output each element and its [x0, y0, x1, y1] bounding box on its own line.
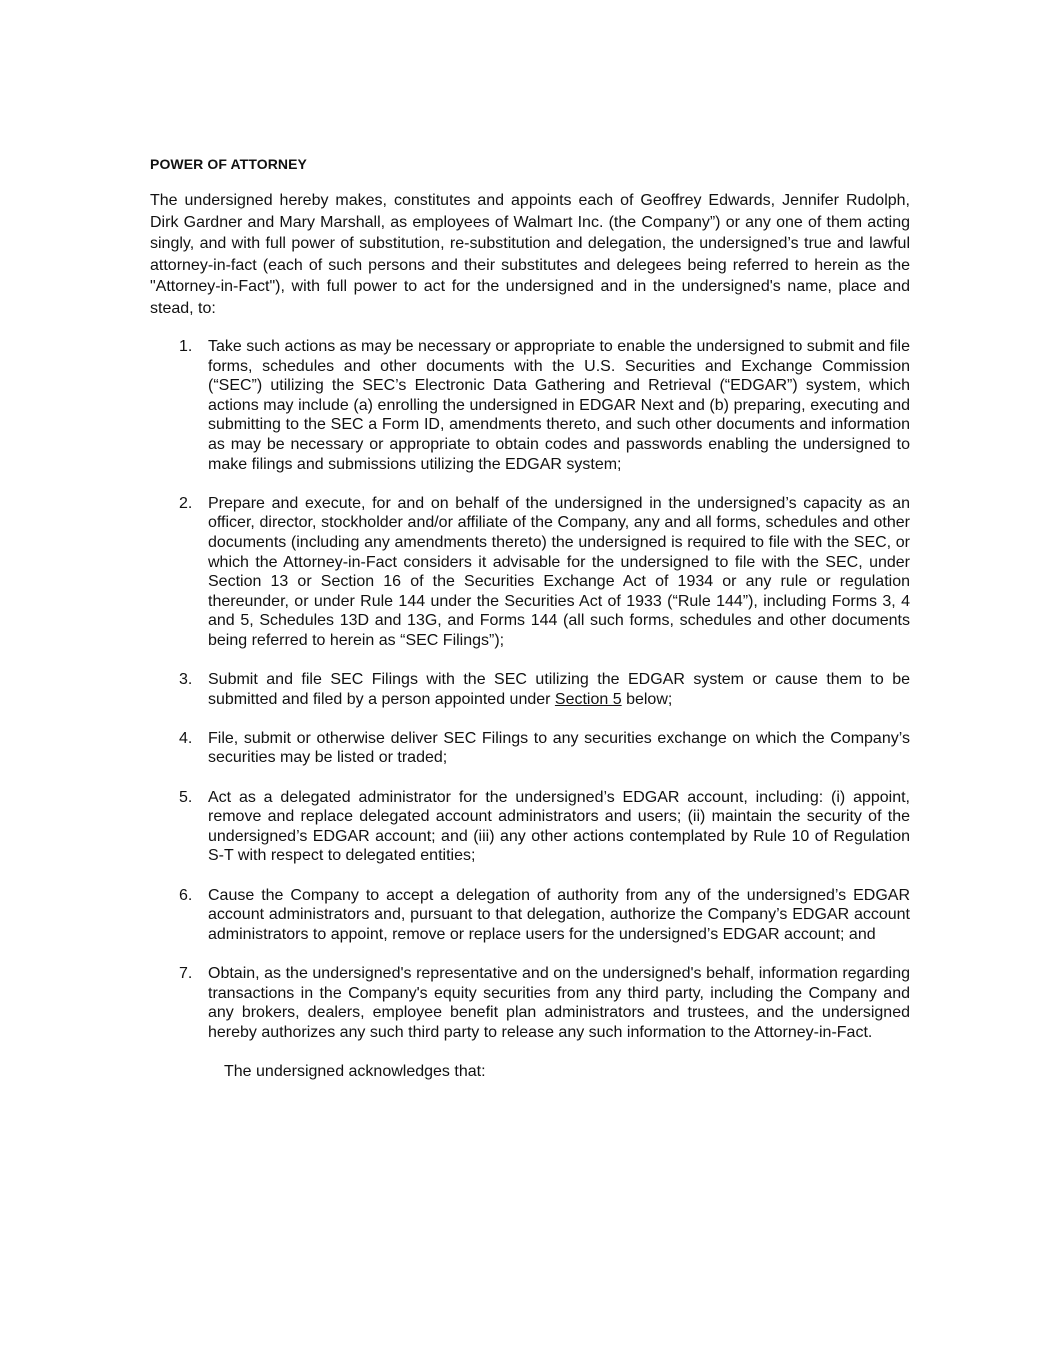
- list-item-number: 1.: [179, 338, 193, 355]
- list-item: [150, 964, 910, 1042]
- list-item-text: Prepare and execute, for and on behalf of the undersigned in the undersigned’s capacity as an officer, director, stockholder and/or affiliate of the Company, any and all forms, schedules and other documents (including any amendments thereto) the undersigned is required to file with the SEC, or which the Attorney-in-Fact considers it advisable for the undersigned to file with the SEC, under Section 13 or Section 16 of the Securities Exchange Act of 1934 or any rule or regulation thereunder, or under Rule 144 under the Securities Act of 1933 (“Rule 144”), including Forms 3, 4 and 5, Schedules 13D and 13G, and Forms 144 (all such forms, schedules and other documents being referred to herein as “SEC Filings”);: [208, 494, 910, 649]
- list-item-number: 7.: [179, 965, 193, 982]
- list-item-text: Take such actions as may be necessary or appropriate to enable the undersigned to submit and file forms, schedules and other documents with the U.S. Securities and Exchange Commission (“SEC”) utilizing the SEC’s Electronic Data Gathering and Retrieval (“EDGAR”) system, which actions may include (a) enrolling the undersigned in EDGAR Next and (b) preparing, executing and submitting to the SEC a Form ID, amendments thereto, and such other documents and information as may be necessary or appropriate to obtain codes and passwords enabling the undersigned to make filings and submissions utilizing the EDGAR system;: [208, 338, 910, 473]
- list-item-number: 2.: [179, 494, 193, 512]
- list-item-text: Act as a delegated administrator for the undersigned’s EDGAR account, including: (i) appoint, remove and replace delegated account administrators and users; (ii) maintain the security of the undersigned’s EDGAR account; and (iii) any other actions contemplated by Rule 10 of Regulation S-T with respect to delegated entities;: [208, 788, 910, 865]
- section-5-reference: Section 5: [554, 690, 622, 708]
- list-item-number: 4.: [179, 729, 193, 747]
- list-item: [150, 670, 910, 709]
- powers-list: [150, 337, 910, 1042]
- list-item-text: [208, 671, 910, 708]
- list-item-text: Cause the Company to accept a delegation of authority from any of the undersigned’s EDGAR account administrators and, pursuant to that delegation, authorize the Company’s EDGAR account administrators to appoint, remove or replace users for the undersigned’s EDGAR account; and: [208, 886, 910, 943]
- list-item-text: File, submit or otherwise deliver SEC Filings to any securities exchange on which the Company’s securities may be listed or traded;: [208, 729, 910, 767]
- list-item-text: Obtain, as the undersigned's representative and on the undersigned's behalf, information regarding transactions in the Company's equity securities from any third party, including the Company and any brokers, dealers, employee benefit plan administrators and trustees, and the undersigned hereby authorizes any such third party to release any such information to the Attorney-in-Fact.: [208, 965, 910, 1041]
- list-item-text-after: below;: [621, 690, 673, 708]
- list-item: [150, 337, 910, 474]
- document-title: POWER OF ATTORNEY: [150, 156, 307, 172]
- list-item-number: 5.: [179, 788, 193, 806]
- document-page: [150, 155, 910, 1098]
- list-item-text-before: Submit and file SEC Filings with the SEC utilizing the EDGAR system or cause them to be submitted and filed by a person appointed under: [208, 671, 910, 708]
- list-item-number: 6.: [179, 886, 193, 904]
- list-item: [150, 886, 910, 945]
- list-item: [150, 788, 910, 866]
- list-item: [150, 729, 910, 768]
- intro-paragraph: The undersigned hereby makes, constitutes and appoints each of Geoffrey Edwards, Jennifer Rudolph, Dirk Gardner and Mary Marshall, as employees of Walmart Inc. (the Company”) or any one of them acting singly, and with full power of substitution, re-substitution and delegation, the undersigned’s true and lawful attorney-in-fact (each of such persons and their substitutes and delegees being referred to herein as the "Attorney-in-Fact"), with full power to act for the undersigned and in the undersigned's name, place and stead, to:: [150, 192, 910, 317]
- list-item-number: 3.: [179, 671, 193, 689]
- list-item: [150, 494, 910, 651]
- closing-line: The undersigned acknowledges that:: [224, 1062, 486, 1080]
